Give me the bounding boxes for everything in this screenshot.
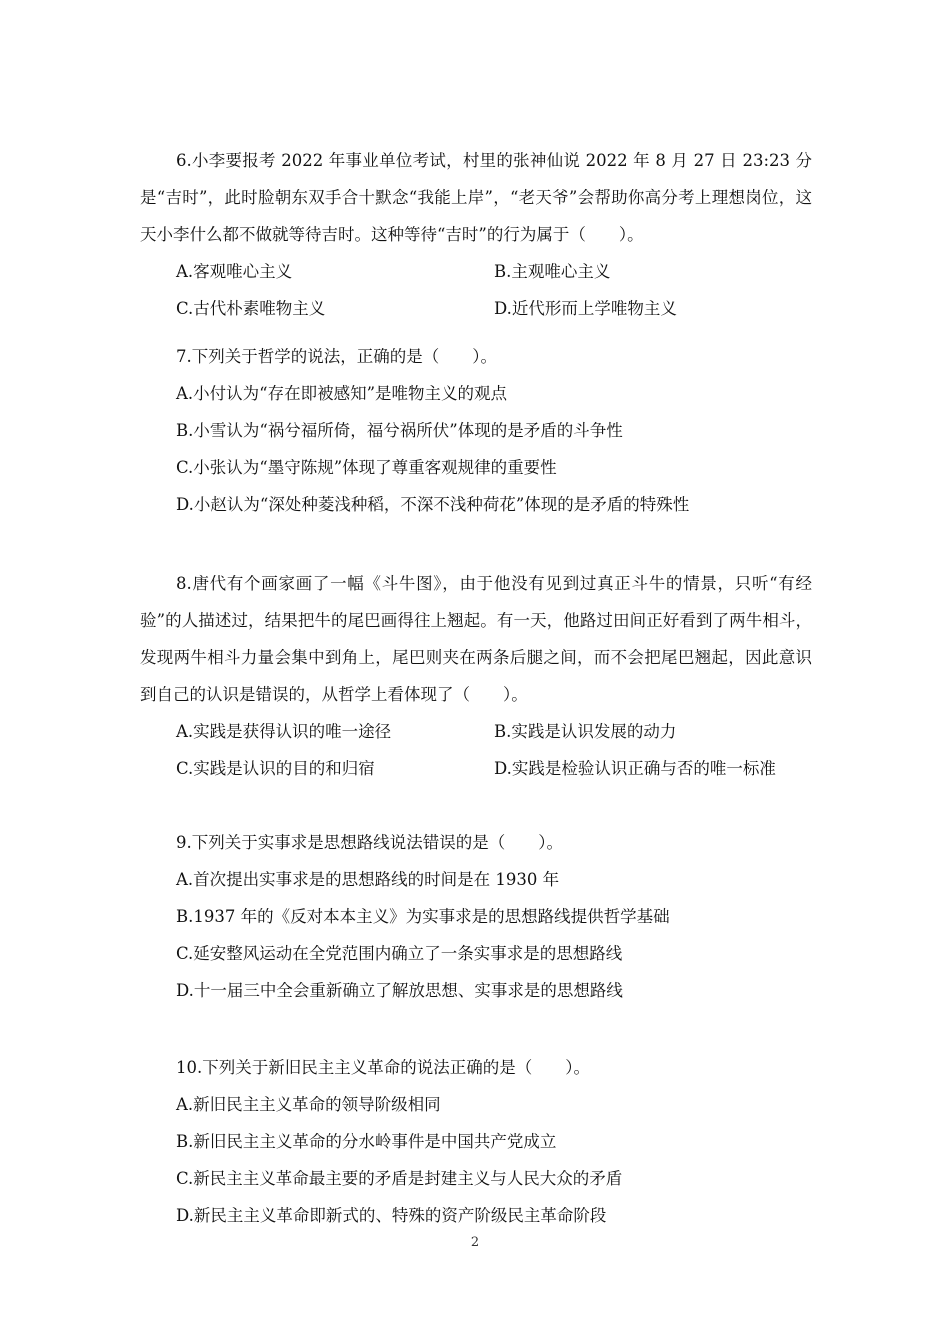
question-8 xyxy=(140,565,812,787)
question-6-options-row-1 xyxy=(140,253,812,290)
question-7-option-b: B.小雪认为“祸兮福所倚，福兮祸所伏”体现的是矛盾的斗争性 xyxy=(176,421,623,440)
question-6 xyxy=(140,142,812,327)
question-8-options-row-1 xyxy=(140,713,812,750)
question-10-option-b: B.新旧民主主义革命的分水岭事件是中国共产党成立 xyxy=(176,1132,557,1151)
page-number: 2 xyxy=(470,1235,480,1250)
question-6-option-d: D.近代形而上学唯物主义 xyxy=(494,299,677,318)
question-9-option-d: D.十一届三中全会重新确立了解放思想、实事求是的思想路线 xyxy=(176,981,623,1000)
question-7-option-d: D.小赵认为“深处种菱浅种稻，不深不浅种荷花”体现的是矛盾的特殊性 xyxy=(176,495,690,514)
question-8-option-a: A.实践是获得认识的唯一途径 xyxy=(176,722,392,741)
question-9-option-c: C.延安整风运动在全党范围内确立了一条实事求是的思想路线 xyxy=(176,944,623,963)
question-10-stem: 10.下列关于新旧民主主义革命的说法正确的是（ ）。 xyxy=(176,1058,590,1077)
question-7-option-c: C.小张认为“墨守陈规”体现了尊重客观规律的重要性 xyxy=(176,458,557,477)
question-9 xyxy=(140,824,812,1009)
question-6-option-b: B.主观唯心主义 xyxy=(494,262,611,281)
question-6-option-a: A.客观唯心主义 xyxy=(176,262,293,281)
question-8-options-row-2 xyxy=(140,750,812,787)
question-7-stem: 7.下列关于哲学的说法，正确的是（ ）。 xyxy=(176,347,497,366)
question-7-option-a: A.小付认为“存在即被感知”是唯物主义的观点 xyxy=(176,384,508,403)
question-10 xyxy=(140,1049,812,1234)
question-6-option-c: C.古代朴素唯物主义 xyxy=(176,299,326,318)
question-10-option-c: C.新民主主义革命最主要的矛盾是封建主义与人民大众的矛盾 xyxy=(176,1169,623,1188)
question-9-option-a: A.首次提出实事求是的思想路线的时间是在 1930 年 xyxy=(176,870,560,889)
question-8-option-d: D.实践是检验认识正确与否的唯一标准 xyxy=(494,759,776,778)
question-6-options-row-2 xyxy=(140,290,812,327)
question-10-option-d: D.新民主主义革命即新式的、特殊的资产阶级民主革命阶段 xyxy=(176,1206,607,1225)
question-6-stem: 6.小李要报考 2022 年事业单位考试，村里的张神仙说 2022 年 8 月 27 日 23:23 分是“吉时”，此时脸朝东双手合十默念“我能上岸”，“老天爷”会帮助你高分考上理想岗位，这天小李什么都不做就等待吉时。这种等待“吉时”的行为属于（ ）。 xyxy=(140,151,812,244)
question-9-stem: 9.下列关于实事求是思想路线说法错误的是（ ）。 xyxy=(176,833,563,852)
question-8-option-b: B.实践是认识发展的动力 xyxy=(494,722,677,741)
question-7 xyxy=(140,338,812,523)
question-8-stem: 8.唐代有个画家画了一幅《斗牛图》，由于他没有见到过真正斗牛的情景，只听“有经验”的人描述过，结果把牛的尾巴画得往上翘起。有一天，他路过田间正好看到了两牛相斗，发现两牛相斗力量会集中到角上，尾巴则夹在两条后腿之间，而不会把尾巴翘起，因此意识到自己的认识是错误的，从哲学上看体现了（ ）。 xyxy=(140,574,812,704)
question-10-option-a: A.新旧民主主义革命的领导阶级相同 xyxy=(176,1095,441,1114)
question-9-option-b: B.1937 年的《反对本本主义》为实事求是的思想路线提供哲学基础 xyxy=(176,907,670,926)
question-8-option-c: C.实践是认识的目的和归宿 xyxy=(176,759,375,778)
